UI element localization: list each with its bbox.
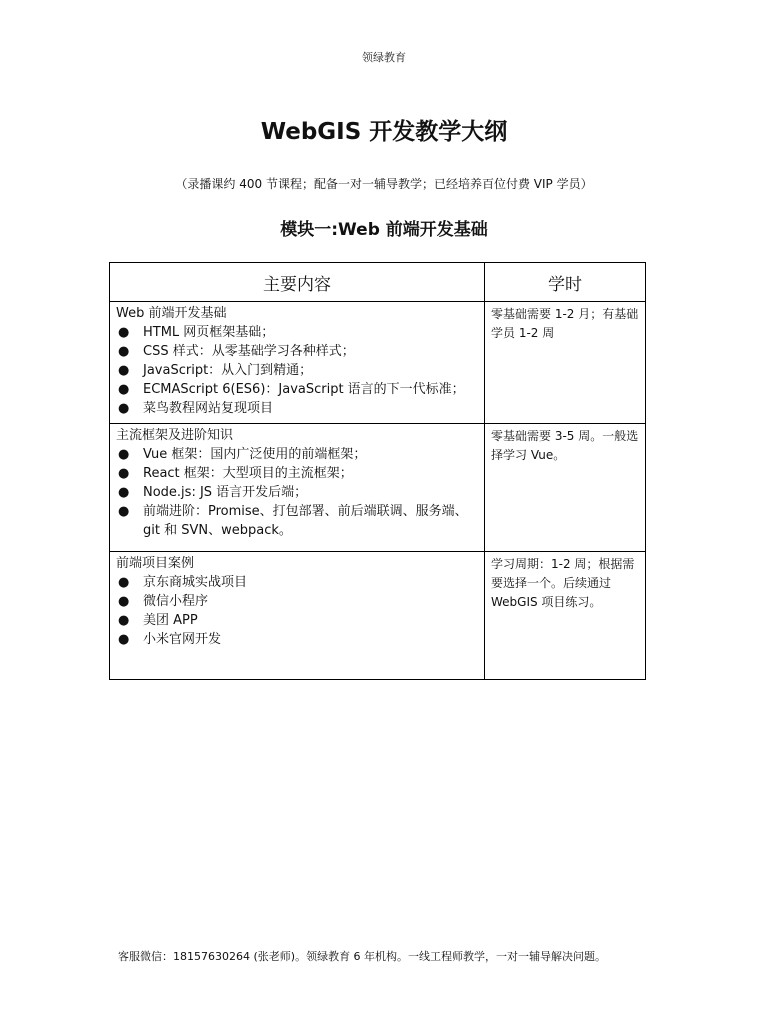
table-header-row xyxy=(110,263,646,302)
bullet-icon: ● xyxy=(118,401,130,416)
bullet-icon: ● xyxy=(118,325,130,340)
bullet-icon: ● xyxy=(118,447,130,462)
hours-cell: 学习周期：1-2 周；根据需要选择一个。后续通过 WebGIS 项目练习。 xyxy=(485,552,646,680)
list-item-text: 菜鸟教程网站复现项目 xyxy=(143,401,274,416)
topic-list xyxy=(116,323,478,418)
list-item xyxy=(116,611,478,630)
section-heading: Web 前端开发基础 xyxy=(116,306,227,321)
list-item xyxy=(116,502,478,540)
hours-cell: 零基础需要 3-5 周。一般选择学习 Vue。 xyxy=(485,424,646,552)
table-row xyxy=(110,424,646,552)
table-row xyxy=(110,552,646,680)
list-item-text: 美团 APP xyxy=(143,613,198,628)
table-row xyxy=(110,302,646,424)
content-cell xyxy=(110,302,485,424)
syllabus-table xyxy=(109,262,646,680)
bullet-icon: ● xyxy=(118,382,130,397)
list-item xyxy=(116,361,478,380)
bullet-icon: ● xyxy=(118,485,130,500)
bullet-icon: ● xyxy=(118,363,130,378)
bullet-icon: ● xyxy=(118,613,130,628)
content-cell xyxy=(110,424,485,552)
topic-list xyxy=(116,573,478,649)
bullet-icon: ● xyxy=(118,632,130,647)
content-cell xyxy=(110,552,485,680)
list-item-text: CSS 样式：从零基础学习各种样式； xyxy=(143,344,355,359)
list-item-text: 微信小程序 xyxy=(143,594,209,609)
list-item xyxy=(116,630,478,649)
hours-cell: 零基础需要 1-2 月；有基础学员 1-2 周 xyxy=(485,302,646,424)
list-item-text: Vue 框架：国内广泛使用的前端框架； xyxy=(143,447,367,462)
list-item xyxy=(116,445,478,464)
list-item-text: 京东商城实战项目 xyxy=(143,575,248,590)
topic-list xyxy=(116,445,478,540)
page-header: 领绿教育 xyxy=(362,51,406,64)
section-heading: 前端项目案例 xyxy=(116,556,195,571)
list-item-text: Node.js: JS 语言开发后端； xyxy=(143,485,308,500)
bullet-icon: ● xyxy=(118,594,130,609)
list-item xyxy=(116,573,478,592)
list-item xyxy=(116,483,478,502)
list-item-text: ECMAScript 6(ES6)：JavaScript 语言的下一代标准； xyxy=(143,382,465,397)
bullet-icon: ● xyxy=(118,466,130,481)
page-footer: 客服微信：18157630264 (张老师)。领绿教育 6 年机构。一线工程师教学，一对一辅导解决问题。 xyxy=(118,950,607,963)
list-item-text: JavaScript：从入门到精通； xyxy=(143,363,313,378)
list-item-text: HTML 网页框架基础； xyxy=(143,325,275,340)
list-item-text: React 框架：大型项目的主流框架； xyxy=(143,466,353,481)
bullet-icon: ● xyxy=(118,575,130,590)
bullet-icon: ● xyxy=(118,344,130,359)
list-item xyxy=(116,592,478,611)
list-item-text: 前端进阶：Promise、打包部署、前后端联调、服务端、git 和 SVN、webpack。 xyxy=(143,504,468,538)
document-title: WebGIS 开发教学大纲 xyxy=(260,119,508,145)
document-subtitle: （录播课约 400 节课程；配备一对一辅导教学；已经培养百位付费 VIP 学员） xyxy=(175,177,593,191)
header-main-content: 主要内容 xyxy=(110,263,485,302)
list-item-text: 小米官网开发 xyxy=(143,632,222,647)
list-item xyxy=(116,342,478,361)
header-hours: 学时 xyxy=(485,263,646,302)
module-title: 模块一:Web 前端开发基础 xyxy=(280,220,488,240)
section-heading: 主流框架及进阶知识 xyxy=(116,428,234,443)
bullet-icon: ● xyxy=(118,504,130,519)
list-item xyxy=(116,399,478,418)
list-item xyxy=(116,323,478,342)
list-item xyxy=(116,464,478,483)
list-item xyxy=(116,380,478,399)
